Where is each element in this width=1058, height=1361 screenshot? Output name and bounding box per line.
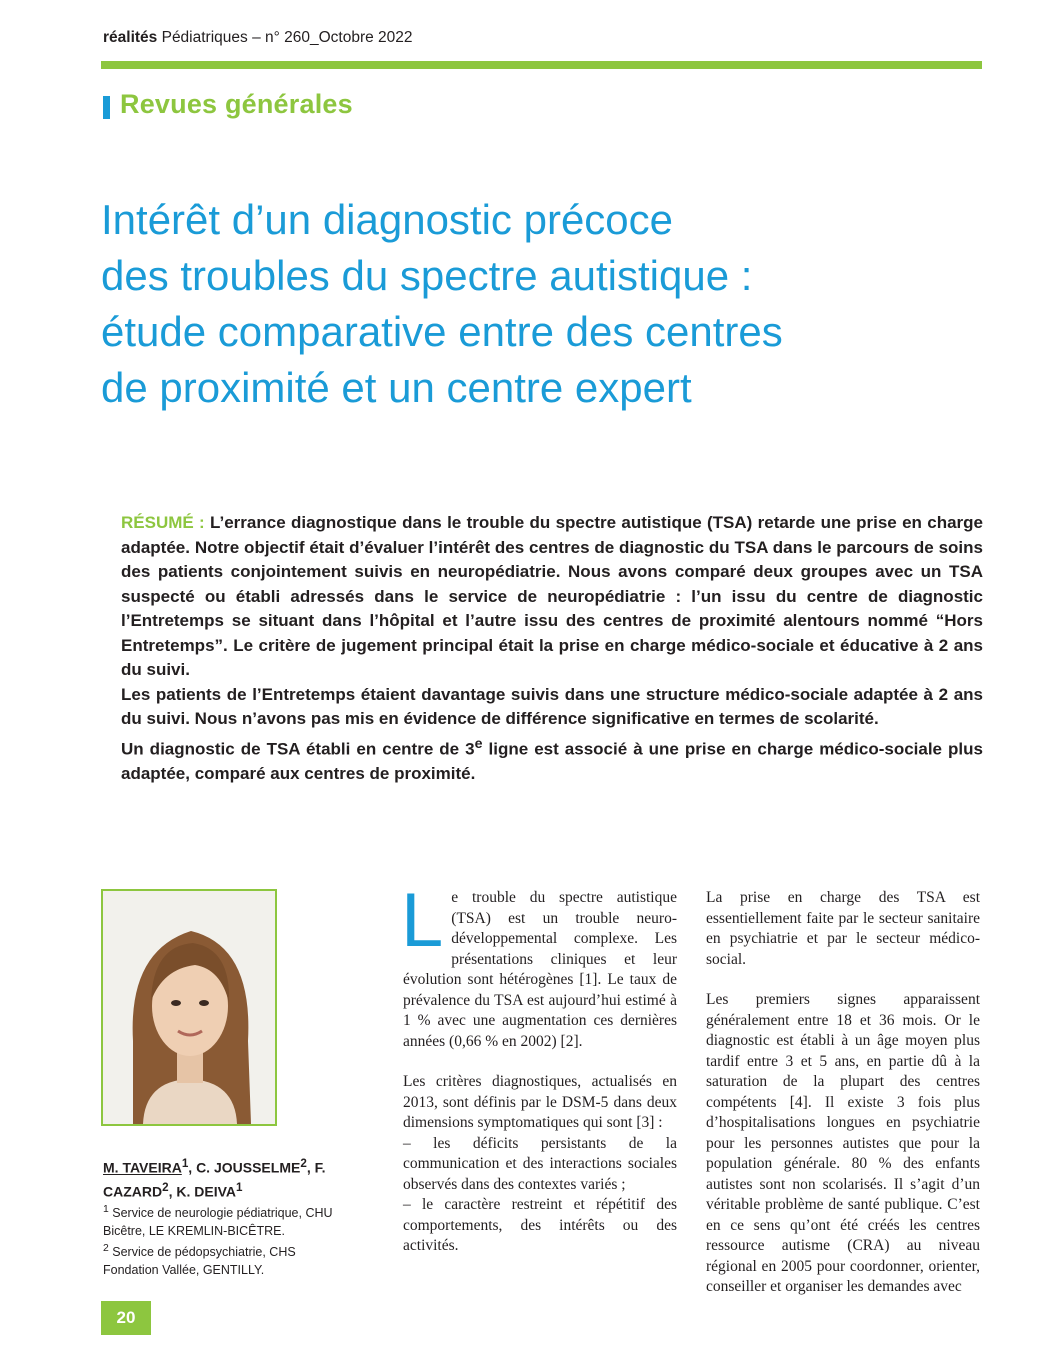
abstract-paragraph: Les patients de l’Entretemps étaient davantage suivis dans une structure médico-sociale adaptée à 2 ans du suivi. Nous n’avons pas mis en évidence de différence significative en termes de scolarité. [121, 684, 983, 728]
body-paragraph: Les critères diagnostiques, actualisés en 2013, sont définis par le DSM-5 dans deux dimensions symptomatiques qui sont [3] : [403, 1073, 677, 1131]
abstract-text: Un diagnostic de TSA établi en centre de 3 [121, 739, 475, 759]
abstract-text: ligne est associé à une prise en charge médico-sociale plus adaptée, comparé aux centres de proximité. [121, 739, 983, 783]
abstract-superscript: e [474, 735, 483, 752]
journal-name: réalités [103, 29, 158, 46]
title-line: Intérêt d’un diagnostic précoce [101, 196, 674, 243]
list-item: – le caractère restreint et répétitif des comportements, des intérêts ou des activités. [403, 1196, 677, 1254]
title-line: de proximité et un centre expert [101, 364, 692, 411]
body-text: e trouble du spectre autistique (TSA) est un trouble neurodéveloppemental complexe. Les présentations cliniques et leur évolution sont hétérogènes [1]. Le taux de prévalence du TSA est aujourd’hui estimé à 1 % avec une augmentation ces dernières années (0,66 % en 2002) [2]. [403, 889, 677, 1050]
author-names [103, 1154, 333, 1201]
author-name: , C. JOUSSELME [188, 1159, 301, 1176]
author-affiliation-mark: 1 [181, 1157, 189, 1170]
page-number: 20 [101, 1301, 151, 1335]
title-line: des troubles du spectre autistique : [101, 252, 753, 299]
abstract-label: RÉSUMÉ : [121, 513, 205, 532]
author-name: M. TAVEIRA [103, 1159, 182, 1176]
affiliation-mark: 2 [103, 1243, 109, 1255]
author-name: , F. CAZARD [103, 1159, 326, 1200]
author-portrait-image [103, 891, 275, 1124]
body-paragraph [401, 878, 677, 1052]
abstract-text: L’errance diagnostique dans le trouble du spectre autistique (TSA) retarde une prise en charge adaptée. Notre objectif était d’évaluer l’intérêt des centres de diagnostic du TSA dans le parcours de soins des patients conjointement suivis en neuropédiatrie. Nous avons comparé deux groupes avec un TSA suspecté ou établi adressés dans le service de neuropédiatrie : l’un issu du centre de diagnostic l’Entretemps se situant dans l’hôpital et l’autre issu des centres de proximité alentours nommé “Hors Entretemps”. Le critère de jugement principal était la prise en charge médico-sociale et éducative à 2 ans du suivi. [121, 513, 983, 679]
issue-info: Pédiatriques – n° 260_Octobre 2022 [157, 29, 413, 46]
abstract [121, 511, 983, 786]
section-marker [103, 96, 110, 119]
section-title: Revues générales [120, 89, 353, 119]
drop-cap: L [401, 878, 444, 963]
affiliation [103, 1240, 333, 1279]
author-name: , K. DEIVA [168, 1183, 237, 1200]
affiliation-text: Service de neurologie pédiatrique, CHU Bicêtre, LE KREMLIN-BICÊTRE. [103, 1206, 333, 1238]
author-affiliation-mark: 2 [162, 1180, 169, 1194]
title-line: étude comparative entre des centres [101, 308, 783, 355]
body-column-2 [706, 888, 980, 1318]
affiliation-text: Service de pédopsychiatrie, CHS Fondation Vallée, GENTILLY. [103, 1245, 296, 1278]
body-paragraph: La prise en charge des TSA est essentiellement faite par le secteur sanitaire en psychiatrie et par le secteur médico-social. [706, 889, 980, 968]
article-title [101, 192, 961, 416]
abstract-paragraph [121, 511, 983, 683]
abstract-paragraph [121, 732, 983, 787]
author-block [103, 1154, 333, 1280]
affiliation-mark: 1 [103, 1204, 109, 1216]
body-paragraph: Les premiers signes apparaissent généralement entre 18 et 36 mois. Or le diagnostic est établi à un âge moyen plus tardif entre 3 et 5 ans, en partie dû à la saturation de la plupart des centres compétents [4]. Il existe 3 fois plus d’hospitalisations longues en psychiatrie pour les personnes autistes que pour la population générale. 80 % des enfants autistes sont non scolarisés. Il s’agit d’un véritable problème de santé publique. C’est en ce sens qu’ont été créés les centres ressource autisme (CRA) au niveau régional en 2005 pour coordonner, orienter, conseiller et organiser les demandes avec [706, 991, 980, 1295]
affiliation [103, 1201, 333, 1240]
author-photo [101, 889, 277, 1126]
author-affiliation-mark: 1 [236, 1180, 243, 1194]
header-rule [101, 61, 982, 69]
author-affiliation-mark: 2 [300, 1157, 307, 1170]
body-column-1 [401, 878, 677, 1257]
list-item: – les déficits persistants de la communication et des interactions sociales observés dans des contextes variés ; [403, 1134, 677, 1193]
running-header [103, 29, 413, 47]
